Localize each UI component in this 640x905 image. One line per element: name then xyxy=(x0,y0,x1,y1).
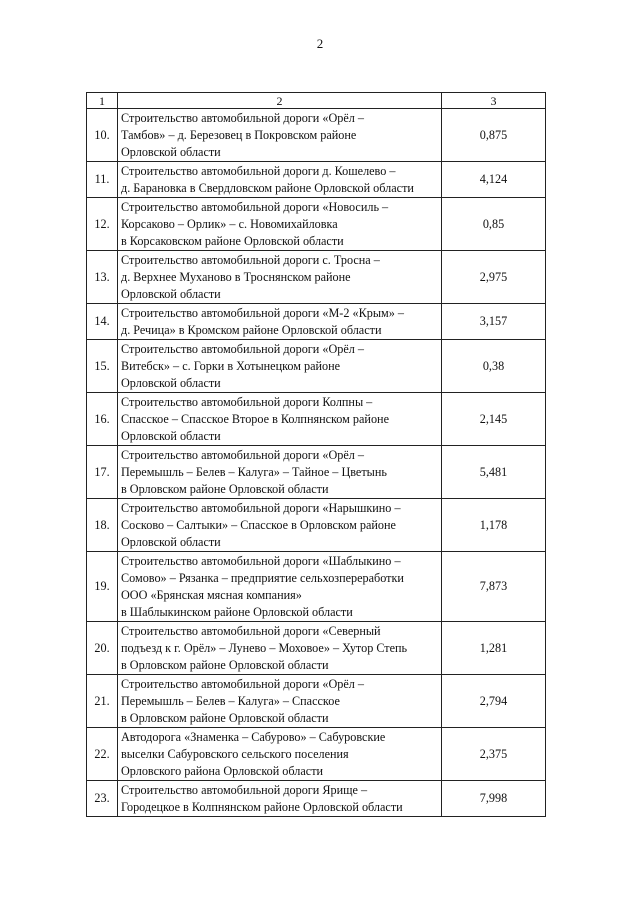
row-number: 12. xyxy=(87,198,118,251)
row-number: 19. xyxy=(87,552,118,622)
road-name: Строительство автомобильной дороги «Северный подъезд к г. Орёл» – Лунево – Моховое» – Хутор Степь в Орловском районе Орловской области xyxy=(118,622,442,675)
page-number: 2 xyxy=(316,36,324,51)
row-number: 11. xyxy=(87,162,118,198)
table-header-row xyxy=(87,93,546,109)
table-row xyxy=(87,251,546,304)
road-name: Строительство автомобильной дороги «Новосиль – Корсаково – Орлик» – с. Новомихайловка в Корсаковском районе Орловской области xyxy=(118,198,442,251)
road-length-value: 0,38 xyxy=(442,340,546,393)
road-length-value: 7,998 xyxy=(442,781,546,817)
table-row xyxy=(87,162,546,198)
road-length-value: 2,794 xyxy=(442,675,546,728)
row-number: 14. xyxy=(87,304,118,340)
road-length-value: 5,481 xyxy=(442,446,546,499)
row-number: 15. xyxy=(87,340,118,393)
row-number: 13. xyxy=(87,251,118,304)
road-length-value: 1,178 xyxy=(442,499,546,552)
road-length-value: 3,157 xyxy=(442,304,546,340)
road-name: Строительство автомобильной дороги «Орёл – Витебск» – с. Горки в Хотынецком районе Орловской области xyxy=(118,340,442,393)
table-row xyxy=(87,340,546,393)
row-number: 21. xyxy=(87,675,118,728)
road-name: Строительство автомобильной дороги с. Тросна – д. Верхнее Муханово в Троснянском районе Орловской области xyxy=(118,251,442,304)
road-name: Строительство автомобильной дороги «Орёл – Тамбов» – д. Березовец в Покровском районе Орловской области xyxy=(118,109,442,162)
road-length-value: 7,873 xyxy=(442,552,546,622)
road-length-value: 1,281 xyxy=(442,622,546,675)
table-row xyxy=(87,446,546,499)
road-length-value: 2,145 xyxy=(442,393,546,446)
road-length-value: 4,124 xyxy=(442,162,546,198)
road-name: Строительство автомобильной дороги Ярище – Городецкое в Колпнянском районе Орловской области xyxy=(118,781,442,817)
table-row xyxy=(87,781,546,817)
road-length-value: 0,875 xyxy=(442,109,546,162)
road-construction-table xyxy=(86,92,546,817)
table-row xyxy=(87,552,546,622)
table-row xyxy=(87,393,546,446)
row-number: 10. xyxy=(87,109,118,162)
road-name: Строительство автомобильной дороги «М-2 «Крым» – д. Речица» в Кромском районе Орловской области xyxy=(118,304,442,340)
road-length-value: 0,85 xyxy=(442,198,546,251)
table-row xyxy=(87,728,546,781)
table-row xyxy=(87,675,546,728)
road-name: Строительство автомобильной дороги «Орёл – Перемышль – Белев – Калуга» – Спасское в Орловском районе Орловской области xyxy=(118,675,442,728)
column-header-number: 1 xyxy=(87,93,118,109)
road-length-value: 2,975 xyxy=(442,251,546,304)
table-row xyxy=(87,499,546,552)
road-name: Строительство автомобильной дороги Колпны – Спасское – Спасское Второе в Колпнянском районе Орловской области xyxy=(118,393,442,446)
road-name: Строительство автомобильной дороги «Шаблыкино – Сомово» – Рязанка – предприятие сельхозпереработки ООО «Брянская мясная компания» в Шаблыкинском районе Орловской области xyxy=(118,552,442,622)
table-row xyxy=(87,622,546,675)
road-name: Строительство автомобильной дороги «Нарышкино – Сосково – Салтыки» – Спасское в Орловском районе Орловской области xyxy=(118,499,442,552)
road-name: Строительство автомобильной дороги д. Кошелево – д. Барановка в Свердловском районе Орловской области xyxy=(118,162,442,198)
column-header-value: 3 xyxy=(442,93,546,109)
table-row xyxy=(87,198,546,251)
column-header-name: 2 xyxy=(118,93,442,109)
road-length-value: 2,375 xyxy=(442,728,546,781)
table-body xyxy=(87,109,546,817)
row-number: 18. xyxy=(87,499,118,552)
table-row xyxy=(87,109,546,162)
table-row xyxy=(87,304,546,340)
row-number: 22. xyxy=(87,728,118,781)
row-number: 16. xyxy=(87,393,118,446)
road-name: Автодорога «Знаменка – Сабурово» – Сабуровские выселки Сабуровского сельского поселения Орловского района Орловской области xyxy=(118,728,442,781)
row-number: 20. xyxy=(87,622,118,675)
row-number: 23. xyxy=(87,781,118,817)
row-number: 17. xyxy=(87,446,118,499)
road-name: Строительство автомобильной дороги «Орёл – Перемышль – Белев – Калуга» – Тайное – Цветынь в Орловском районе Орловской области xyxy=(118,446,442,499)
